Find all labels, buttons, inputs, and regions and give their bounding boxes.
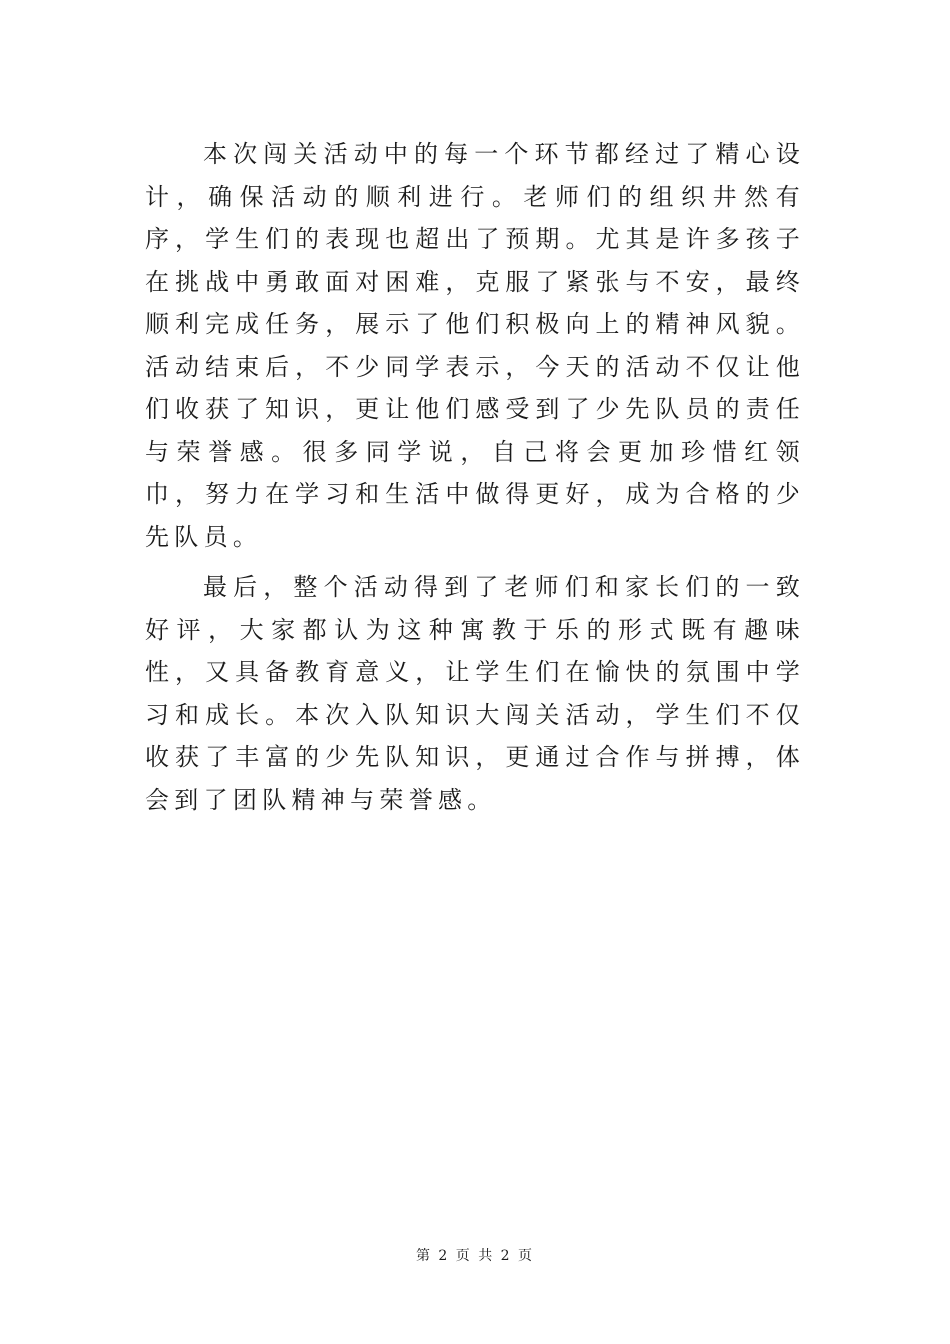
paragraph: 本次闯关活动中的每一个环节都经过了精心设计，确保活动的顺利进行。老师们的组织井然有序，学生们的表现也超出了预期。尤其是许多孩子在挑战中勇敢面对困难，克服了紧张与不安，最终顺利完成任务，展示了他们积极向上的精神风貌。活动结束后，不少同学表示，今天的活动不仅让他们收获了知识，更让他们感受到了少先队员的责任与荣誉感。很多同学说，自己将会更加珍惜红领巾，努力在学习和生活中做得更好，成为合格的少先队员。	[145, 140, 805, 551]
document-body	[145, 133, 805, 821]
page-number-footer: 第 2 页 共 2 页	[415, 1248, 535, 1264]
paragraph: 最后，整个活动得到了老师们和家长们的一致好评，大家都认为这种寓教于乐的形式既有趣味性，又具备教育意义，让学生们在愉快的氛围中学习和成长。本次入队知识大闯关活动，学生们不仅收获了丰富的少先队知识，更通过合作与拼搏，体会到了团队精神与荣誉感。	[145, 573, 805, 814]
